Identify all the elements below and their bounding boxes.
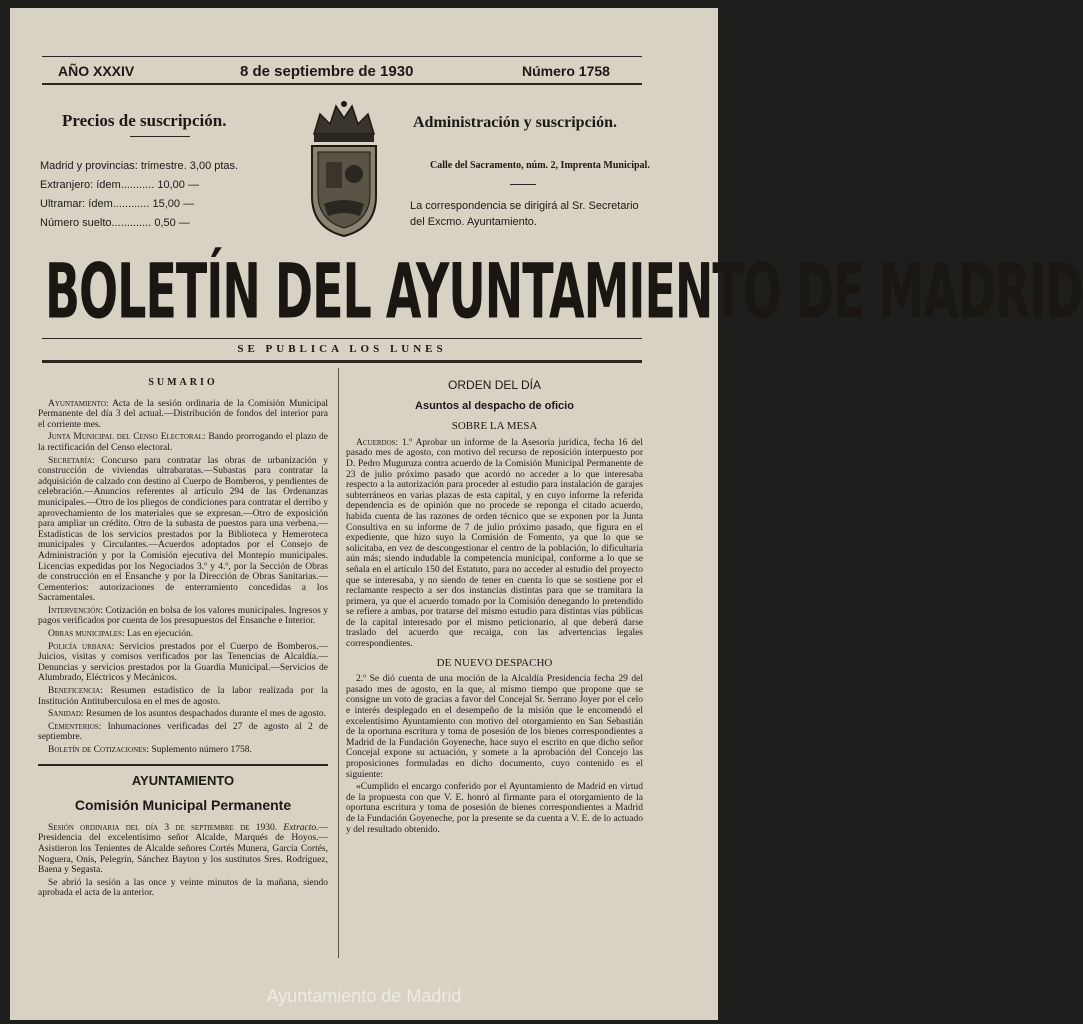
administration-title: Administración y suscripción. [413,114,618,131]
comision-heading: Comisión Municipal Permanente [74,797,292,814]
masthead-rule-top [42,338,642,339]
date-label: 8 de septiembre de 1930 [240,63,414,80]
sumario-item: Secretaría: Concurso para contratar las obras de urbanización y construcción de viviendas ultrabaratas.—Subastas para contratar la adquisición de calzado con destino al Cuerpo de Bomberos, y pendientes de celebración.—Anuncios referentes al artículo 294 de las Ordenanzas municipales.—Otro de los pliegos de condiciones para contratar el derribo y aprovechamiento de los materiales que se expresan.—Otro de exposición para ampliar un crédito. Otro de la subasta de puestos para una verbena.—Estadísticas de los servicios prestados por la Biblioteca y Hemeroteca municipales y Circulantes.—Acuerdos adoptados por el Consejo de Administración y por la Comisión ejecutiva del Montepío municipales. Licencias expedidas por los Negociados 3.º y 4.º, por la Sección de Obras de construcción en el Ensanche y por la Dirección de Obras Sanitarias.—Cementerios: autorizaciones de enterramiento concedidas a los Sacramentales. [38,455,329,604]
acta-paragraph: Se abrió la sesión a las once y veinte minutos de la mañana, siendo aprobada el acta de la anterior. [38,877,328,899]
acta-paragraph: Sesión ordinaria del día 3 de septiembre de 1930. Extracto.—Presidencia del excelentísimo señor Alcalde, Marqués de Hoyos.—Asistieron los Tenientes de Alcalde señores Cortés Munera, García Cortés, Noguera, Onís, Pelegrín, Sánchez Bayton y los sustitutos Sres. Rodríguez, Baena y Segasta. [38,822,328,876]
masthead-subtitle: SE PUBLICA LOS LUNES [237,343,447,355]
sumario-item: Ayuntamiento: Acta de la sesión ordinaria de la Comisión Municipal Permanente del día 3 del actual.—Distribución de fondos del interior para el corriente mes. [38,398,328,430]
sumario-item: Cementerios: Inhumaciones verificadas del 27 de agosto al 2 de septiembre. [38,721,329,743]
watermark: Ayuntamiento de Madrid [266,986,462,1006]
price-row: Ultramar: ídem............ 15,00 — [40,198,195,210]
price-row: Extranjero: ídem........... 10,00 — [40,179,199,191]
sumario-item: Sanidad: Resumen de los asuntos despachados durante el mes de agosto. [48,709,326,720]
sumario-rule [38,764,328,766]
sumario-title: SUMARIO [148,377,218,388]
left-column [38,378,328,901]
masthead-title: BOLETÍN DEL AYUNTAMIENTO DE MADRID [45,246,1083,336]
escrito-paragraph: «Cumplido el encargo conferido por el Ayuntamiento de Madrid en virtud de la propuesta con que V. E. honró al firmante para el otorgamiento de la oportuna escritura y toma de posesión de bienes correspondientes a Madrid de la Fundación Goyeneche, por la presente se da cuenta a V. E. de lo actuado y del resultado obtenido. [346,782,643,835]
sumario-item: Intervención: Cotización en bolsa de los valores municipales. Ingresos y pagos verificados por cuenta de los presupuestos del Ensanche e Interior. [38,605,329,627]
orden-subtitle: Asuntos al despacho de oficio [415,399,574,412]
column-divider [338,368,339,958]
right-column [346,380,643,837]
sumario-item: Boletín de Cotizaciones: Suplemento número 1758. [48,745,252,755]
sumario-item: Junta Municipal del Censo Electoral: Bando prorrogando el plazo de la rectificación del Censo electoral. [38,432,329,453]
top-rule [42,56,642,57]
ayuntamiento-heading: AYUNTAMIENTO [131,772,235,788]
price-row: Madrid y provincias: trimestre. 3,00 ptas. [40,160,239,172]
sumario-item: Beneficencia: Resumen estadístico de la labor realizada por la Institución Antituberculosa en el mes de agosto. [38,686,328,707]
orden-title: ORDEN DEL DÍA [448,378,541,392]
masthead-rule-bottom [42,360,642,363]
newspaper-page [10,8,1083,1020]
madrid-coat-of-arms-icon [306,100,382,238]
correspondence-note: La correspondencia se dirigirá al Sr. Secretario del Excmo. Ayuntamiento. [410,200,639,228]
administration-rule [510,184,536,185]
price-row: Número suelto............. 0,50 — [40,217,190,229]
section-de-nuevo-despacho: DE NUEVO DESPACHO [436,656,553,669]
administration-address: Calle del Sacramento, núm. 2, Imprenta Municipal. [430,160,650,171]
sumario-item: Policía urbana: Servicios prestados por el Cuerpo de Bomberos.—Juicios, visitas y comisos verificados por las Tenencias de Alcaldía.—Denuncias y servicios prestados por la Guardia Municipal.—Servicios de Alumbrado, Eléctricos y Mecánicos. [38,641,329,684]
year-label: AÑO XXXIV [58,63,135,79]
subscription-title: Precios de suscripción. [62,111,227,130]
sumario-item: Obras municipales: Las en ejecución. [48,629,194,640]
acuerdos-paragraph: Acuerdos: 1.º Aprobar un informe de la Asesoría jurídica, fecha 16 del pasado mes de agosto, con motivo del recurso de reposición interpuesto por D. Pedro Muguruza contra acuerdo de la Comisión Municipal Permanente de 23 de julio próximo pasado que acordó no acceder a lo que interesaba respecto a la autorización para proceder al estudio para instalación de garajes subterráneos en varias plazas de esta capital, y en cuyo informe la referida dependencia es de opinión que no procede se reponga el citado acuerdo, habida cuenta de las razones de orden técnico que se exponen por la Junta Consultiva en su informe de 7 de julio próximo pasado, que figura en el expediente, que hizo suyo la Comisión de Fomento, ya que lo que se solicitaba, en vez de descongestionar el centro de la población, lo dificultaría aún más; siendo indudable la competencia municipal, conforme a lo que se señala en el artículo 150 del Estatuto, para no acceder al estudio del proyecto que se interesaba, y no siendo de tener en cuenta lo que se sostiene por el reclamante respecto a ser dos instancias distintas para que se tramitara la primera, ya que el acuerdo tomado por la Comisión denegando lo pretendido se refiere a ambas, por tratarse del mismo estudio para distintas vías públicas de la capital interesado por el mismo peticionario, al que deberá darse traslado del acuerdo que recaiga, con las advertencias legales correspondientes. [346,437,643,650]
issue-number: Número 1758 [522,63,610,79]
mocion-paragraph: 2.º Se dió cuenta de una moción de la Alcaldía Presidencia fecha 29 del pasado mes de agosto, en la que, al mismo tiempo que propone que se consigne un voto de gracias a favor del Concejal Sr. Serrano Joyer por el celo e interés desplegado en el desempeño de la misión que le encomendó el excelentísimo Ayuntamiento con motivo del otorgamiento en San Sebastián de la oportuna escritura y toma de posesión de los bienes correspondientes a Madrid de la Fundación Goyeneche, hace suyo el escrito en que dicho señor Concejal expone su actuación, y somete a la aprobación del Concejo las proposiciones formuladas en dicho documento, cuyo contenido es el siguiente: [346,674,643,780]
section-sobre-la-mesa: SOBRE LA MESA [451,420,538,433]
header-rule [42,83,642,85]
subscription-rule [130,136,190,137]
